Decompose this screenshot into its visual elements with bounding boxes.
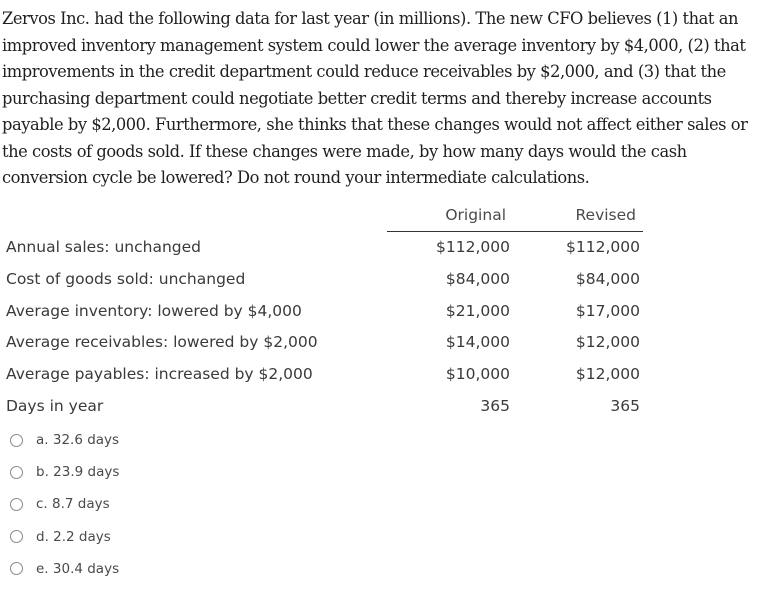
radio-button[interactable]	[10, 466, 23, 479]
data-table	[0, 204, 650, 423]
row-label: Average inventory: lowered by $4,000	[6, 301, 302, 320]
radio-button[interactable]	[10, 530, 23, 543]
row-label: Cost of goods sold: unchanged	[6, 269, 246, 288]
row-label: Average receivables: lowered by $2,000	[6, 333, 318, 352]
radio-button[interactable]	[10, 434, 23, 447]
original-value: $10,000	[445, 365, 510, 384]
option-label: c. 8.7 days	[36, 496, 110, 513]
original-value: $14,000	[445, 333, 510, 352]
original-value: 365	[480, 396, 510, 415]
radio-button[interactable]	[10, 498, 23, 511]
row-label: Annual sales: unchanged	[6, 238, 201, 256]
original-value: $84,000	[445, 269, 510, 288]
question-text: Zervos Inc. had the following data for last year (in millions). The new CFO believes (1) that an improved inventory management system could lower the average inventory by $4,000, (2) that improvements in the credit department could reduce receivables by $2,000, and (3) that the purchasing department could negotiate better credit terms and thereby increase accounts payable by $2,000. Furthermore, she thinks that these changes would not affect either sales or the costs of goods sold. If these changes were made, by how many days would the cash conversion cycle be lowered? Do not round your intermediate calculations.	[2, 9, 748, 187]
table-header	[0, 204, 650, 232]
revised-value: $12,000	[575, 333, 640, 352]
row-label: Days in year	[6, 396, 104, 415]
option-label: d. 2.2 days	[36, 528, 111, 545]
answer-options	[10, 424, 119, 585]
revised-value: $112,000	[566, 238, 640, 256]
option-label: e. 30.4 days	[36, 560, 120, 577]
row-label: Average payables: increased by $2,000	[6, 365, 313, 384]
table-row	[0, 359, 650, 391]
column-header-revised: Revised	[575, 206, 636, 224]
revised-value: $12,000	[575, 365, 640, 384]
option-c[interactable]	[10, 488, 119, 520]
revised-value: $84,000	[575, 269, 640, 288]
table-row	[0, 391, 650, 423]
option-a[interactable]	[10, 424, 119, 456]
revised-value: 365	[610, 396, 640, 415]
option-label: a. 32.6 days	[36, 432, 120, 449]
original-value: $21,000	[445, 301, 510, 320]
table-row	[0, 327, 650, 359]
option-b[interactable]	[10, 456, 119, 488]
option-label: b. 23.9 days	[36, 464, 120, 481]
option-d[interactable]	[10, 521, 119, 553]
table-row	[0, 296, 650, 328]
original-value: $112,000	[436, 238, 510, 256]
column-header-original: Original	[445, 206, 506, 224]
table-row	[0, 264, 650, 296]
radio-button[interactable]	[10, 562, 23, 575]
table-row	[0, 232, 650, 264]
revised-value: $17,000	[575, 301, 640, 320]
option-e[interactable]	[10, 553, 119, 585]
